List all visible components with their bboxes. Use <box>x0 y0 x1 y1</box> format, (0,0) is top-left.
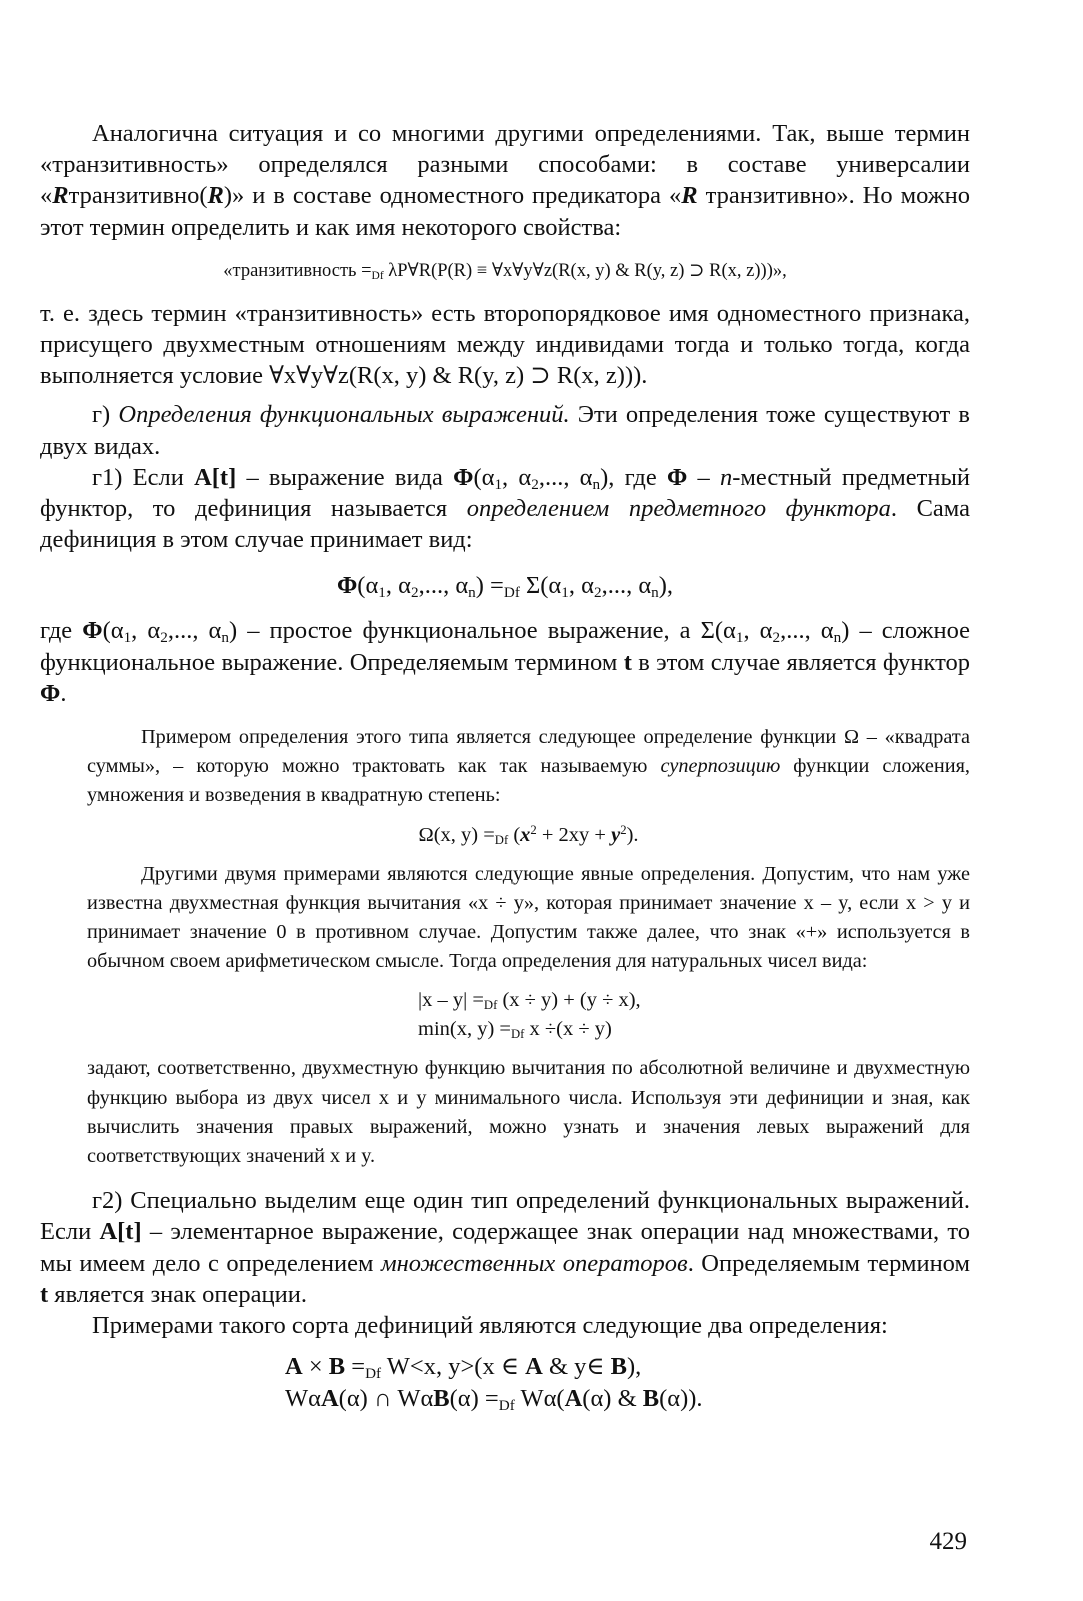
paragraph-functor-explanation: где $\Phi(\alpha_1$, $\alpha_2$,..., $\alpha_n$) – простое функциональное выражение, а $\Sigma(\alpha_1$, $\alpha_2$,..., $\alpha_n$) – сложное функциональное выражение. Определяемым термином t в этом случае является функтор Φ. <box>40 617 970 707</box>
small-paragraph-subtraction: Другими двумя примерами являются следующие явные определения. Допустим, что нам уже известна двухместная функция вычитания «x ÷ y», которая принимает значение x – y, если x > y и принимает значение 0 в противном случае. Допустим также далее, что знак «+» используется в обычном своем арифметическом смысле. Тогда определения для натуральных чисел вида: <box>87 862 970 973</box>
page-body <box>40 118 970 1414</box>
formula-intersection: WαA(α) ∩ $W\alpha B(\alpha) =_{Df}$ Wα(A(α) & B(α)). <box>285 1384 703 1414</box>
paragraph-examples: Примерами такого сорта дефиниций являются следующие два определения: <box>92 1312 888 1340</box>
formula-cartesian-product: $A \times B =_{Df}$ W<x, y>(x ∈ A & y∈ B), <box>285 1353 642 1383</box>
page-number: 429 <box>929 1528 967 1555</box>
formula-functor-definition: $\Phi(\alpha_1$, $\alpha_2$,..., $\alpha_n) =_{Df}$ $\Sigma(\alpha_1$, $\alpha_2$,..., $\alpha_n$), <box>336 572 674 602</box>
paragraph-intro: Аналогична ситуация и со многими другими определениями. Так, выше термин «транзитивность» определялся разными способами: в составе универсалии «Rтранзитивно(R)» и в составе одноместного предикатора «R транзитивно». Но можно этот термин определить и как имя некоторого свойства: <box>40 120 970 241</box>
paragraph-transitivity-explanation: т. е. здесь термин «транзитивность» есть второпорядковое имя одноместного признака, присущего двухместным отношениям между индивидами тогда и только тогда, когда выполняется условие ∀x∀y∀z(R(x, y) & R(y, z) ⊃ R(x, z))). <box>40 299 970 390</box>
formula-omega: Ω(x, $y) =_{Df}$ $(x^2 + 2xy + y^2)$. <box>418 822 639 847</box>
small-paragraph-square-sum: Примером определения этого типа является следующее определение функции Ω – «квадрата суммы», – которую можно трактовать как так называемую суперпозицию функции сложения, умножения и возведения в квадратную степень: <box>87 726 970 807</box>
formula-abs: $|x - y| =_{Df}$ (x ÷ y) + (y ÷ x), <box>418 989 641 1013</box>
formula-set-operators <box>40 1351 970 1414</box>
small-paragraph-result: задают, соответственно, двухместную функцию вычитания по абсолютной величине и двухместную функцию выбора из двух чисел x и y минимального числа. Используя эти дефиниции и зная, как вычислить значения правых выражений, можно узнать и значения левых выражений для соответствующих значений x и y. <box>87 1057 970 1168</box>
formula-abs-min <box>40 986 970 1044</box>
paragraph-g2: г2) Специально выделим еще один тип определений функциональных выражений. Если A[t] – элементарное выражение, содержащее знак операции над множествами, то мы имеем дело с определением множественных операторов. Определяемым термином t является знак операции. <box>40 1187 970 1308</box>
paragraph-g1: г1) Если A[t] – выражение вида $\Phi(\alpha_1$, $\alpha_2$,..., $\alpha_n$), где Φ – n-местный предметный функтор, то дефиниция называется определением предметного функтора. Сама дефиниция в этом случае принимает вид: <box>40 463 971 554</box>
formula-transitivity: «транзитивность $=_{Df}$ λP∀R(P(R) ≡ ∀x∀y∀z(R(x, y) & R(y, z) ⊃ R(x, z)))», <box>223 260 787 282</box>
formula-min: min(x, $y) =_{Df}$ x ÷(x ÷ y) <box>418 1018 612 1042</box>
paragraph-functional-expressions: г) Определения функциональных выражений. Эти определения тоже существуют в двух видах. <box>40 401 970 460</box>
